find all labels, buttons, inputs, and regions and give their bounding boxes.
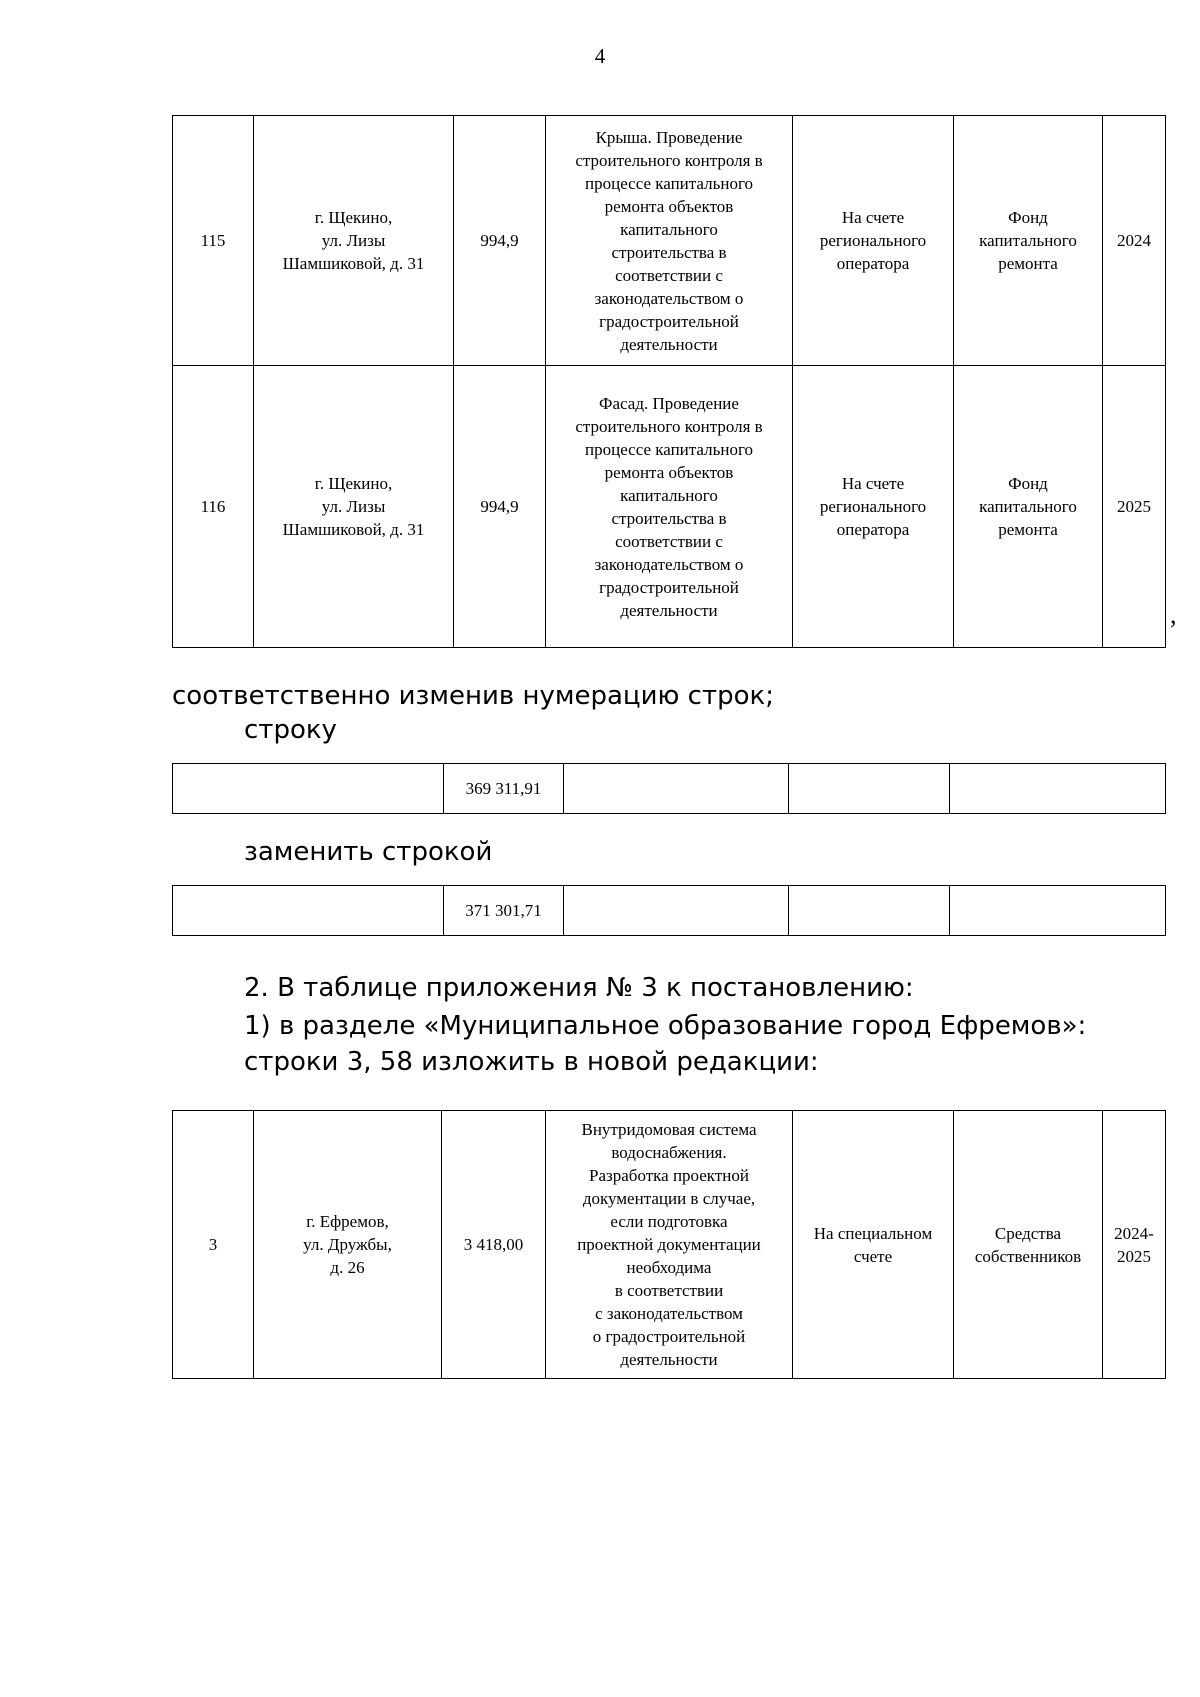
text-renumber: соответственно изменив нумерацию строк;	[172, 681, 774, 711]
work-cell	[546, 366, 793, 648]
total-row-old	[172, 763, 1166, 814]
address-line: г. Щекино,	[314, 474, 393, 493]
work-line: если подготовка	[610, 1212, 728, 1231]
work-line: о градостроительной	[592, 1327, 746, 1346]
row-number: 115	[173, 116, 254, 366]
address-line: г. Щекино,	[314, 208, 393, 227]
work-line: Крыша. Проведение	[595, 127, 743, 147]
paragraph-rows: строки 3, 58 изложить в новой редакции:	[244, 1047, 819, 1077]
account-line: оператора	[836, 520, 910, 539]
table-row	[173, 1111, 1166, 1379]
source-line: Фонд	[1008, 474, 1048, 493]
source-line: ремонта	[998, 254, 1058, 273]
year-cell	[1103, 1111, 1166, 1379]
account-cell	[793, 116, 954, 366]
address-line: д. 26	[330, 1258, 365, 1277]
account-line: На счете	[841, 474, 905, 493]
work-line: законодательством о	[594, 554, 744, 574]
account-line: На специальном	[813, 1223, 933, 1243]
empty-cell	[950, 886, 1166, 936]
page-number: 4	[594, 44, 606, 68]
source-line: капитального	[979, 497, 1077, 516]
work-line: строительства в	[611, 242, 727, 262]
work-line: строительного контроля в	[575, 150, 763, 170]
work-cell	[546, 1111, 793, 1379]
source-cell	[954, 366, 1103, 648]
work-line: деятельности	[620, 600, 718, 620]
work-line: ремонта объектов	[604, 196, 734, 216]
empty-cell	[173, 886, 444, 936]
source-line: Средства	[994, 1223, 1062, 1243]
work-line: градостроительной	[599, 311, 739, 331]
year-cell: 2024	[1103, 116, 1166, 366]
text-replace-with: заменить строкой	[244, 837, 493, 867]
address-line: Шамшиковой, д. 31	[282, 520, 425, 539]
work-line: Внутридомовая система	[581, 1120, 757, 1139]
work-line: строительного контроля в	[575, 416, 763, 436]
empty-cell	[789, 764, 950, 814]
row-number: 3	[173, 1111, 254, 1379]
work-line: Фасад. Проведение	[599, 393, 739, 413]
empty-cell	[950, 764, 1166, 814]
source-cell	[954, 116, 1103, 366]
address-line: ул. Лизы	[321, 231, 386, 250]
work-line: строительства в	[611, 508, 727, 528]
paragraph-section: 1) в разделе «Муниципальное образование город Ефремов»:	[244, 1011, 1087, 1041]
source-line: ремонта	[998, 520, 1058, 539]
source-line: собственников	[974, 1246, 1082, 1266]
work-line: градостроительной	[599, 577, 739, 597]
address-cell	[254, 116, 454, 366]
total-row-new	[172, 885, 1166, 936]
row-number: 116	[173, 366, 254, 648]
work-line: процессе капитального	[585, 173, 753, 193]
work-line: документации в случае,	[582, 1189, 756, 1208]
work-line: водоснабжения.	[611, 1143, 727, 1162]
account-line: На счете	[841, 208, 905, 227]
account-cell	[793, 366, 954, 648]
address-line: г. Ефремов,	[306, 1212, 389, 1231]
source-line: капитального	[979, 231, 1077, 250]
work-line: в соответствии	[614, 1281, 724, 1300]
work-line: деятельности	[620, 334, 718, 354]
work-line: соответствии с	[615, 265, 723, 285]
address-line: Шамшиковой, д. 31	[282, 254, 425, 273]
table-row	[173, 116, 1166, 366]
work-line: с законодательством	[595, 1304, 743, 1323]
work-line: деятельности	[620, 1350, 718, 1369]
work-line: необходима	[626, 1258, 712, 1277]
account-line: оператора	[836, 254, 910, 273]
table-row-3	[172, 1110, 1166, 1379]
work-line: Разработка проектной	[589, 1166, 749, 1185]
total-amount-new: 371 301,71	[444, 886, 564, 936]
account-line: регионального	[819, 231, 927, 250]
work-line: капитального	[620, 485, 718, 505]
account-line: счете	[853, 1246, 893, 1266]
account-line: регионального	[819, 497, 927, 516]
text-row-label: строку	[244, 715, 337, 745]
address-cell	[254, 1111, 442, 1379]
address-line: ул. Лизы	[321, 497, 386, 516]
source-cell	[954, 1111, 1103, 1379]
total-amount-old: 369 311,91	[444, 764, 564, 814]
year-cell: 2025	[1103, 366, 1166, 648]
trailing-comma: ,	[1170, 600, 1177, 629]
work-line: соответствии с	[615, 531, 723, 551]
paragraph-table-appendix: 2. В таблице приложения № 3 к постановлению:	[244, 973, 914, 1003]
empty-cell	[173, 764, 444, 814]
empty-cell	[789, 886, 950, 936]
address-cell	[254, 366, 454, 648]
address-line: ул. Дружбы,	[303, 1235, 392, 1254]
table-rows-115-116	[172, 115, 1166, 648]
source-line: Фонд	[1008, 208, 1048, 227]
amount-cell: 994,9	[454, 116, 546, 366]
work-cell	[546, 116, 793, 366]
work-line: законодательством о	[594, 288, 744, 308]
account-cell	[793, 1111, 954, 1379]
empty-cell	[564, 764, 789, 814]
year-line: 2025	[1117, 1246, 1151, 1266]
amount-cell: 994,9	[454, 366, 546, 648]
empty-cell	[564, 886, 789, 936]
work-line: проектной документации	[577, 1235, 761, 1254]
work-line: ремонта объектов	[604, 462, 734, 482]
work-line: процессе капитального	[585, 439, 753, 459]
table-row	[173, 366, 1166, 648]
amount-cell: 3 418,00	[442, 1111, 546, 1379]
work-line: капитального	[620, 219, 718, 239]
year-line: 2024-	[1114, 1223, 1154, 1243]
